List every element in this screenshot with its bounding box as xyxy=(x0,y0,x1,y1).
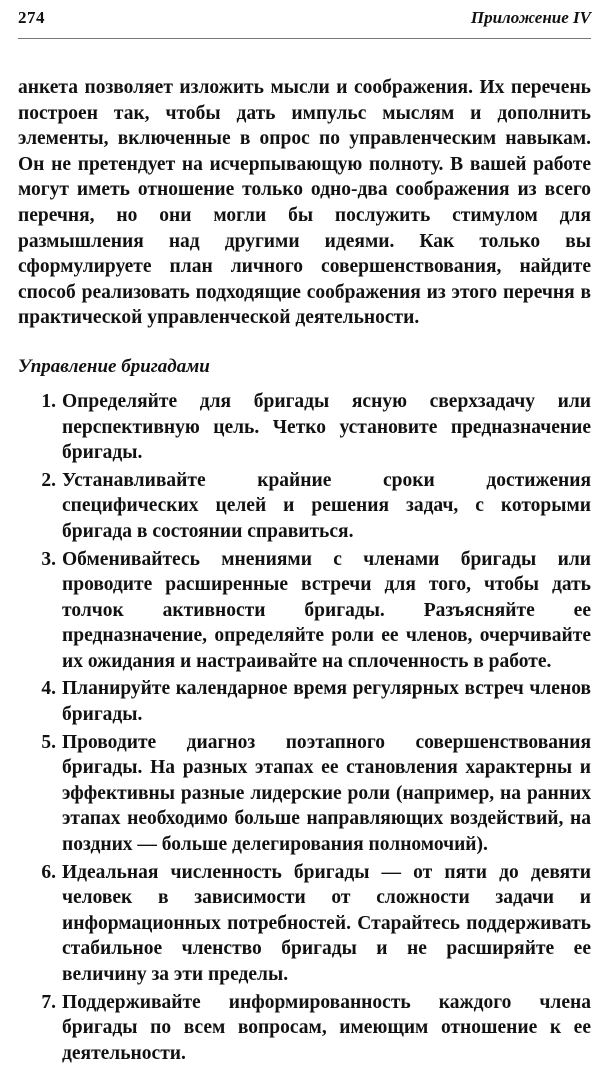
list-item-text: Планируйте календарное время регулярных встреч членов бригады. xyxy=(62,678,591,726)
page-number: 274 xyxy=(18,8,45,27)
list-item-text: Определяйте для бригады ясную сверхзадачу или перспективную цель. Четко установите предназначение бригады. xyxy=(62,390,591,464)
list-item xyxy=(18,676,591,727)
list-item-text: Устанавливайте крайние сроки достижения специфических целей и решения задач, с которыми бригада в состоянии справиться. xyxy=(62,469,591,542)
list-item xyxy=(18,990,591,1066)
list-item-text: Поддерживайте информированность каждого члена бригады по всем вопросам, имеющим отношение к ее деятельности. xyxy=(62,991,591,1064)
list-item-number: 3. xyxy=(41,548,56,570)
list-item xyxy=(18,468,591,545)
page-header xyxy=(18,8,591,39)
list-item xyxy=(18,860,591,988)
list-item-text: Обменивайтесь мнениями с членами бригады или проводите расширенные встречи для того, чтобы дать толчок активности бригады. Разъясняйте ее предназначение, определяйте роли ее членов, очерчивайте их ожидания и настраивайте на сплоченность в работе. xyxy=(62,548,591,672)
list-item xyxy=(18,547,591,675)
recommendation-list xyxy=(18,389,591,1066)
list-item-number: 4. xyxy=(41,678,56,700)
list-item-text: Проводите диагноз поэтапного совершенствования бригады. На разных этапах ее становления характерны и эффективны разные лидерские роли (например, на ранних этапах необходимо больше направляющих воздействий, на поздних — больше делегирования полномочий). xyxy=(62,731,591,856)
list-item-number: 2. xyxy=(41,469,56,491)
list-item-number: 6. xyxy=(41,861,56,883)
running-head: Приложение IV xyxy=(470,8,591,27)
list-item xyxy=(18,730,591,858)
section-title: Управление бригадами xyxy=(18,355,210,377)
list-item-text: Идеальная численность бригады — от пяти до девяти человек в зависимости от сложности задачи и информационных потребностей. Старайтесь поддерживать стабильное членство бригады и не расширяйте ее величину за эти пределы. xyxy=(62,861,591,985)
list-item-number: 1. xyxy=(41,390,56,412)
list-item-number: 5. xyxy=(41,731,56,753)
list-item xyxy=(18,389,591,466)
intro-paragraph: анкета позволяет изложить мысли и соображения. Их перечень построен так, чтобы дать импульс мыслям и дополнить элементы, включенные в опрос по управленческим навыкам. Он не претендует на исчерпывающую полноту. В вашей работе могут иметь отношение только одно-два соображения из всего перечня, но они могли бы послужить стимулом для размышления над другими идеями. Как только вы сформулируете план личного совершенствования, найдите способ реализовать подходящие соображения из этого перечня в практической управленческой деятельности. xyxy=(18,77,591,329)
list-item-number: 7. xyxy=(41,991,56,1013)
